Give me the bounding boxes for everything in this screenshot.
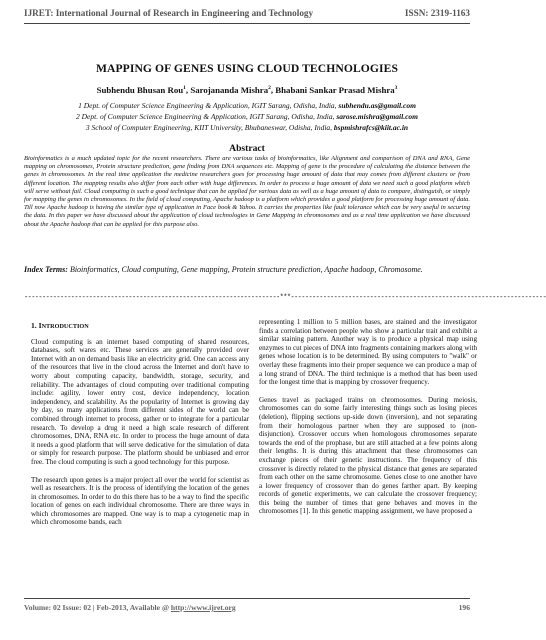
author-index: 3 — [394, 85, 398, 92]
index-terms — [24, 264, 470, 276]
author-email[interactable]: sarose.mishra@gmail.com — [336, 112, 418, 121]
abstract-body: Bioinformatics is a much updated topic for the recent researchers. There are various tasks of bioinformatics, like Alignment and comparison of DNA and RNA, Gene mapping on chromosomes, Protein structure prediction, gene finding from DNA sequences etc. Mapping of gene is the procedure of calculating the distance between the genes in chromosomes. In the real time application the medicine researchers goes for processing huge amount of data that may comes from different clusters or from different location. The mapping results also differ from each other with huge differences. In order to process a huge amount of data we need such a good platform which will serve without fail. Cloud computing is such a good technique that can be applied for various data as well as a huge amount of data to compare, distinguish, or simply for mapping the genes in chromosomes. In the field of cloud computing, Apache hadoop is a platform which provides a good platform for processing huge amount of data. Till now Apache hadoop is having the similar type of application in Face book & Yahoo. It carries the properties like fault tolerance which can be very useful in securing the data. In this paper we have discussed about the application of cloud technologies in Gene Mapping in chromosomes and as a real time application we have discussed about the Apache hadoop that can be applied for this purpose also. — [24, 155, 470, 228]
author-index: 2 — [268, 85, 271, 92]
author-name: Subhendu Bhusan Rou — [96, 85, 184, 95]
index-terms-label: Index Terms: — [24, 265, 68, 274]
left-column — [31, 318, 249, 536]
issn: ISSN: 2319-1163 — [404, 8, 470, 18]
section-separator: -----------------------------------------------------------------------***----------------------------------------------------------------------- — [24, 294, 546, 302]
right-column — [259, 318, 477, 525]
paragraph: Cloud computing is an internet based computing of shared resources, databases, soft wares etc. These services are generally provided over Internet with an on demand basis like an electricity grid. One can access any of the resources that live in the cloud across the Internet and don't have to worry about computing capacity, bandwidth, storage, security, and reliability. The advantages of cloud computing over traditional computing include: agility, lower entry cost, device independency, location independency, and scalability. As the popularity of Internet is growing day by day, so many applications from different sides of the world can be combined through internet to process, gather or to integrate for a particular research. To develop a drug it need a high scale research of different chromosomes, DNA, RNA etc. In order to process the huge amount of data it needs a good platform that will serve dedicative for the simulation of data or simply for research purpose. The platform should be unbiased and error free. The cloud computing is such a good technology for this purpose. — [31, 337, 249, 466]
page-footer — [24, 603, 470, 615]
affiliation: 1 Dept. of Computer Science Engineering & Application, IGIT Sarang, Odisha, India, subhendu.as@gmail.com — [78, 101, 416, 110]
paper-title: MAPPING OF GENES USING CLOUD TECHNOLOGIES — [95, 62, 399, 75]
running-header — [24, 8, 470, 22]
author-index: 1 — [183, 85, 186, 92]
author-name: Bhabani Sankar Prasad Mishra — [275, 85, 395, 95]
section-heading: 1. INTRODUCTION — [31, 321, 89, 330]
affiliation: 2 Dept. of Computer Science Engineering & Application, IGIT Sarang, Odisha, India, sarose.mishra@gmail.com — [76, 112, 418, 121]
paragraph: representing 1 million to 5 million bases, are stained and the investigator finds a correlation between people who show a particular trait and exhibit a similar staining pattern. Another way is to produce a physical map using enzymes to cut pieces of DNA into fragments containing markers along with genes whose location is to be determined. By using computers to "walk" or overlay these fragments into their proper sequence we can produce a map of a long strand of DNA. The third technique is a method that has been used for the longest time that is mapping by crossover frequency. — [259, 318, 477, 387]
author-name: Sarojananda Mishra — [190, 85, 269, 95]
abstract-heading: Abstract — [229, 143, 265, 154]
page-number: 196 — [458, 603, 470, 612]
author-email[interactable]: subhendu.as@gmail.com — [338, 101, 416, 110]
paragraph: The research upon genes is a major project all over the world for scientist as well as researchers. It is the process of identifying the location of the genes in chromosomes. In order to do this there has to be a way to find the specific location of genes on each individual chromosome. There are three ways in which chromosomes are mapped. One way is to map a cytogenetic map in which chromosome bands, each — [31, 475, 249, 527]
index-terms-text: Bioinformatics, Cloud computing, Gene mapping, Protein structure prediction, Apache hadoop, Chromosome. — [67, 265, 423, 274]
journal-name: IJRET: International Journal of Research in Engineering and Technology — [24, 8, 314, 18]
paragraph: Genes travel as packaged trains on chromosomes. During meiosis, chromosomes can do some fairly interesting things such as losing pieces (deletion), flipping sections up-side down (inversion), and not separating from their homologous partner when they are supposed to (non- disjunction). Crossover occurs when homologous chromosomes separate towards the end of the prophase, but are still attached at a few points along their lengths. It is during this attachment that these chromosomes can exchange pieces of their genetic instructions. The frequency of this crossover is directly related to the physical distance that genes are separated from each other on the same chromosome. Genes close to one another have a lower frequency of crossover than do genes farther apart. By keeping records of genetic experiments, we can calculate the crossover frequency; this being the number of times that gene behaves and moves in the chromosomes [1]. In this genetic mapping assignment, we have proposed a — [259, 395, 477, 516]
header-rule — [24, 23, 470, 24]
author-list: Subhendu Bhusan Rou$^1$, Sarojananda Mishra$^2$, Bhabani Sankar Prasad Mishra$^3$ — [96, 85, 398, 95]
footer-rule — [24, 598, 470, 599]
affiliation: 3 School of Computer Engineering, KIIT University, Bhubaneswar, Odisha, India, bspmishrafcs@kiit.ac.in — [85, 123, 409, 132]
journal-link[interactable]: http://www.ijret.org — [170, 603, 236, 612]
footer-volume: Volume: 02 Issue: 02 | Feb-2013, Available @ http://www.ijret.org — [24, 603, 236, 612]
author-email[interactable]: bspmishrafcs@kiit.ac.in — [333, 123, 409, 132]
